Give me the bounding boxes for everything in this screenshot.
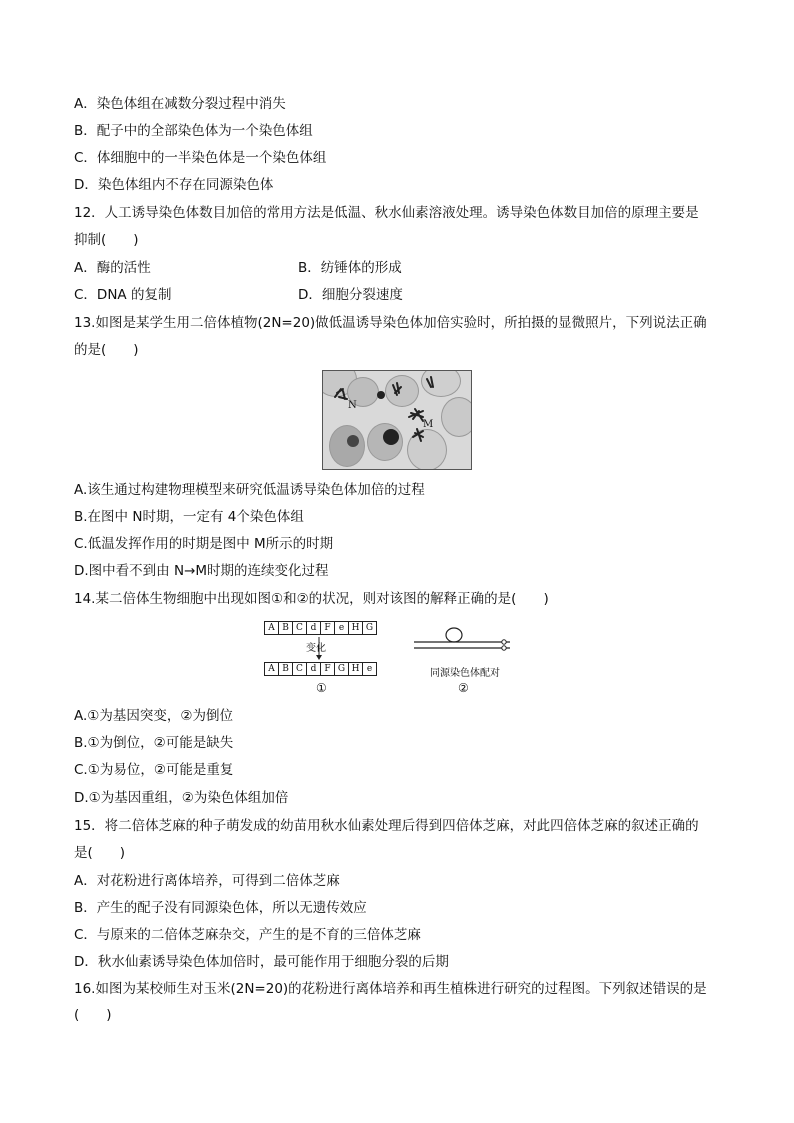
label-m: M [423,419,434,430]
arrow-down-icon [309,637,329,661]
gene-box: H [348,662,363,676]
gene-box: C [292,662,307,676]
q14-option-d: D.①为基因重组，②为染色体组加倍 [74,790,289,806]
pairing-label: 同源染色体配对 [430,668,500,679]
q16-stem-line2: ( ) [74,1007,112,1023]
q14-stem: 14.某二倍体生物细胞中出现如图①和②的状况，则对该图的解释正确的是( ) [74,591,549,607]
micrograph-figure [322,370,472,470]
gene-box: e [362,662,377,676]
gene-box: G [334,662,349,676]
gene-box: G [362,621,377,635]
chromosome-marks [323,371,471,469]
q15-option-a: A．对花粉进行离体培养，可得到二倍体芝麻 [74,873,340,889]
q12-stem-line2: 抑制( ) [74,232,139,248]
q14-option-b: B.①为倒位，②可能是缺失 [74,735,234,751]
q16-stem-line1: 16.如图为某校师生对玉米(2N=20)的花粉进行离体培养和再生植株进行研究的过程图。下列叙述错误的是 [74,981,707,997]
chromosome-figure [264,618,544,698]
q12-option-a: A．酶的活性 [74,260,151,276]
gene-row-top [264,621,376,635]
q13-option-a: A.该生通过构建物理模型来研究低温诱导染色体加倍的过程 [74,482,425,498]
q11-option-c: C．体细胞中的一半染色体是一个染色体组 [74,150,327,166]
figure-number-2: ② [458,681,469,695]
q15-option-b: B．产生的配子没有同源染色体，所以无遗传效应 [74,900,367,916]
q13-stem-line2: 的是( ) [74,342,139,358]
q11-option-a: A．染色体组在减数分裂过程中消失 [74,96,286,112]
q12-stem-line1: 12．人工诱导染色体数目加倍的常用方法是低温、秋水仙素溶液处理。诱导染色体数目加倍的原理主要是 [74,205,699,221]
gene-box: A [264,662,279,676]
q12-option-d: D．细胞分裂速度 [298,287,403,303]
q15-option-c: C．与原来的二倍体芝麻杂交，产生的是不育的三倍体芝麻 [74,927,421,943]
gene-box: B [278,662,293,676]
figure-number-1: ① [316,681,327,695]
gene-box: C [292,621,307,635]
q11-option-b: B．配子中的全部染色体为一个染色体组 [74,123,313,139]
gene-box: d [306,662,321,676]
q13-stem-line1: 13.如图是某学生用二倍体植物(2N=20)做低温诱导染色体加倍实验时，所拍摄的显微照片，下列说法正确 [74,315,707,331]
gene-box: F [320,662,335,676]
q13-option-c: C.低温发挥作用的时期是图中 M所示的时期 [74,536,334,552]
gene-box: d [306,621,321,635]
q13-option-b: B.在图中 N时期，一定有 4个染色体组 [74,509,304,525]
gene-row-bottom [264,662,376,676]
gene-box: B [278,621,293,635]
q15-option-d: D．秋水仙素诱导染色体加倍时，最可能作用于细胞分裂的后期 [74,954,449,970]
q15-stem-line2: 是( ) [74,845,126,861]
q12-option-b: B．纺锤体的形成 [298,260,402,276]
q15-stem-line1: 15．将二倍体芝麻的种子萌发成的幼苗用秋水仙素处理后得到四倍体芝麻，对此四倍体芝麻的叙述正确的 [74,818,699,834]
q13-option-d: D.图中看不到由 N→M时期的连续变化过程 [74,563,329,579]
gene-box: F [320,621,335,635]
q14-option-c: C.①为易位，②可能是重复 [74,762,234,778]
q12-option-c: C．DNA 的复制 [74,287,172,303]
gene-box: A [264,621,279,635]
homolog-pairing-diagram [412,622,532,662]
gene-box: H [348,621,363,635]
q14-option-a: A.①为基因突变，②为倒位 [74,708,233,724]
gene-box: e [334,621,349,635]
change-label: 变化 [306,643,326,654]
label-n: N [348,400,357,411]
q11-option-d: D．染色体组内不存在同源染色体 [74,177,274,193]
